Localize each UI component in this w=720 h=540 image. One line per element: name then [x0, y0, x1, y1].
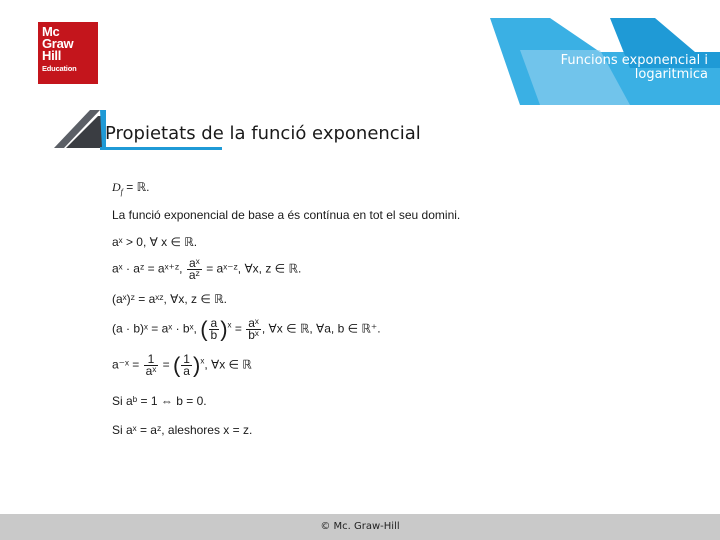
ne-fraction	[144, 354, 159, 377]
property-continuity: La funció exponencial de base a és contínua en tot el seu domini.	[112, 208, 461, 222]
pp-post: , ∀x ∈ ℝ, ∀a, b ∈ ℝ⁺.	[261, 321, 381, 336]
pp-inner-fraction	[209, 318, 220, 341]
ne-exponent: x	[200, 356, 205, 366]
property-injective: Si aˣ = aᶻ, aleshores x = z.	[112, 423, 253, 437]
property-product-quotient	[112, 258, 301, 281]
footer-bar	[0, 514, 720, 540]
ne-open-paren: (	[172, 352, 181, 378]
domain-rest: = ℝ.	[122, 180, 150, 194]
logo-line-mc: Mc	[42, 24, 60, 39]
pq-post: = aˣ⁻ᶻ, ∀x, z ∈ ℝ.	[206, 261, 302, 276]
pq-pre: aˣ · aᶻ = aˣ⁺ᶻ,	[112, 261, 183, 276]
property-zero-exponent: Si aᵇ = 1 ⇔ b = 0.	[112, 394, 207, 408]
ne-eq: =	[162, 357, 170, 372]
header-title-line1: Funcions exponencial i	[560, 53, 708, 68]
logo-line-education: Education	[42, 64, 77, 73]
mcgraw-hill-logo	[38, 22, 98, 84]
pq-num: aˣ	[187, 258, 202, 270]
pp-open-paren: (	[200, 316, 208, 342]
pp-den: bˣ	[248, 328, 259, 342]
copyright-text: © Mc. Graw-Hill	[320, 521, 400, 532]
pq-fraction	[187, 258, 202, 281]
property-negative-exponent	[112, 354, 252, 377]
property-positive: aˣ > 0, ∀ x ∈ ℝ.	[112, 235, 198, 249]
property-product-power	[112, 318, 381, 341]
ne-inner-den: a	[183, 364, 190, 378]
pp-inner-den: b	[210, 328, 218, 342]
pp-close-paren: )	[220, 316, 228, 342]
ne-inner-fraction	[181, 354, 192, 377]
property-power: (aˣ)ᶻ = aˣᶻ, ∀x, z ∈ ℝ.	[112, 292, 227, 306]
pq-den: aᶻ	[188, 268, 200, 282]
logo-line-graw: Graw	[42, 36, 74, 51]
section-marker-decoration	[50, 108, 110, 152]
header-title-line2: logaritmica	[634, 67, 708, 82]
ne-post: , ∀x ∈ ℝ	[204, 357, 252, 372]
section-title: Propietats de la funció exponencial	[105, 123, 421, 144]
pp-fraction	[246, 318, 261, 341]
ne-close-paren: )	[192, 352, 201, 378]
property-domain	[112, 180, 149, 196]
domain-symbol: D	[112, 180, 121, 194]
ne-num: 1	[144, 354, 159, 366]
ne-pre: a⁻ˣ =	[112, 357, 140, 372]
ne-den: aˣ	[145, 364, 157, 378]
pp-eq: =	[234, 321, 242, 336]
pp-pre: (a · b)ˣ = aˣ · bˣ,	[112, 321, 197, 336]
ne-inner-num: 1	[183, 352, 190, 366]
logo-line-hill: Hill	[42, 48, 62, 63]
section-title-underline	[100, 147, 222, 150]
pp-exponent: x	[227, 320, 232, 330]
header-title	[488, 54, 708, 82]
pp-inner-num: a	[210, 316, 218, 330]
pp-num: aˣ	[248, 316, 259, 330]
domain-subscript: f	[120, 187, 123, 197]
